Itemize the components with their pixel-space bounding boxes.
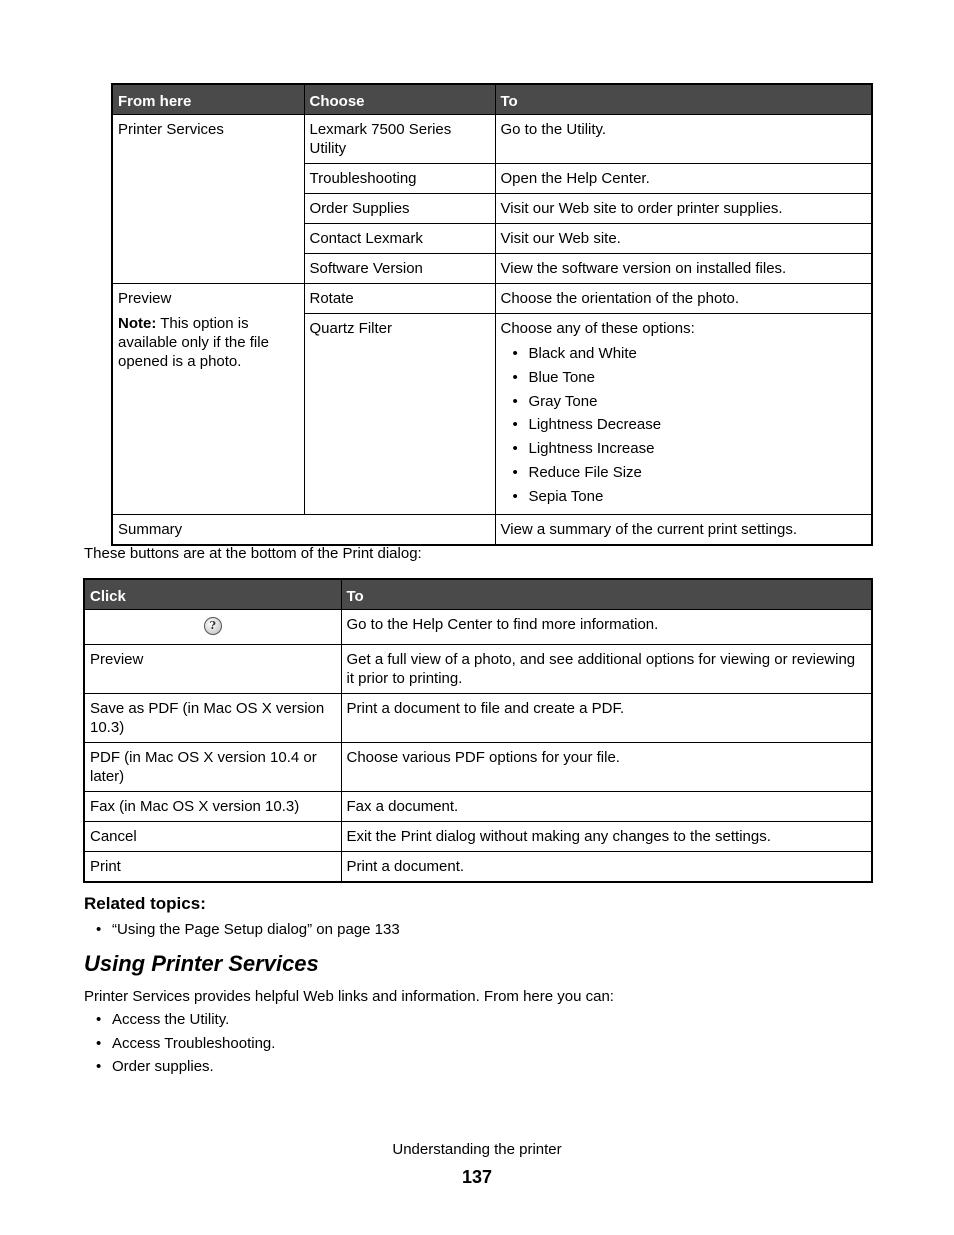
to-cell: Visit our Web site. xyxy=(495,224,872,254)
section-intro: Printer Services provides helpful Web links and information. From here you can: xyxy=(84,988,614,1005)
to-cell: Go to the Help Center to find more information. xyxy=(341,610,872,645)
to-cell: Print a document to file and create a PDF. xyxy=(341,694,872,743)
section-title: Using Printer Services xyxy=(84,951,319,976)
to-cell: Print a document. xyxy=(341,852,872,883)
list-item: • Order supplies. xyxy=(84,1055,275,1079)
list-item: • Lightness Decrease xyxy=(511,413,867,437)
table-row xyxy=(112,284,872,314)
to-cell xyxy=(495,314,872,515)
choose-cell: Rotate xyxy=(304,284,495,314)
note-text: This option is available only if the file opened is a photo. xyxy=(118,315,269,370)
to-cell: Exit the Print dialog without making any changes to the settings. xyxy=(341,822,872,852)
table-row xyxy=(84,743,872,792)
list-item: • Access the Utility. xyxy=(84,1008,275,1032)
to-cell: Open the Help Center. xyxy=(495,164,872,194)
related-topics-heading: Related topics: xyxy=(84,894,206,913)
choose-cell: Software Version xyxy=(304,254,495,284)
header-choose: Choose xyxy=(304,84,495,115)
list-item: • Black and White xyxy=(511,342,867,366)
choose-cell: Order Supplies xyxy=(304,194,495,224)
to-cell: Choose the orientation of the photo. xyxy=(495,284,872,314)
table-header-row xyxy=(112,84,872,115)
to-cell: Visit our Web site to order printer supplies. xyxy=(495,194,872,224)
header-to: To xyxy=(495,84,872,115)
table-row xyxy=(112,115,872,164)
click-cell: PDF (in Mac OS X version 10.4 or later) xyxy=(84,743,341,792)
list-item: • Access Troubleshooting. xyxy=(84,1032,275,1056)
print-dialog-buttons-table xyxy=(83,578,873,883)
to-cell: Get a full view of a photo, and see additional options for viewing or reviewing it prior to printing. xyxy=(341,645,872,694)
list-item: • Sepia Tone xyxy=(511,485,867,509)
list-item: • Reduce File Size xyxy=(511,461,867,485)
click-cell: Preview xyxy=(84,645,341,694)
help-icon: ? xyxy=(204,617,222,635)
table-header-row xyxy=(84,579,872,610)
click-cell: Fax (in Mac OS X version 10.3) xyxy=(84,792,341,822)
table-row xyxy=(84,792,872,822)
choose-cell: Lexmark 7500 Series Utility xyxy=(304,115,495,164)
table-row xyxy=(84,694,872,743)
buttons-intro: These buttons are at the bottom of the Print dialog: xyxy=(84,545,422,562)
table-row xyxy=(84,822,872,852)
list-item: • Gray Tone xyxy=(511,390,867,414)
printer-services-table xyxy=(111,83,873,546)
list-item: • Lightness Increase xyxy=(511,437,867,461)
choose-cell: Quartz Filter xyxy=(304,314,495,515)
to-cell: Choose various PDF options for your file. xyxy=(341,743,872,792)
header-click: Click xyxy=(84,579,341,610)
header-to: To xyxy=(341,579,872,610)
quartz-options-list xyxy=(501,342,867,509)
table-row xyxy=(84,610,872,645)
choose-cell: Troubleshooting xyxy=(304,164,495,194)
to-cell: View the software version on installed files. xyxy=(495,254,872,284)
to-cell: Go to the Utility. xyxy=(495,115,872,164)
preview-note xyxy=(118,314,299,371)
related-topic-link[interactable]: • “Using the Page Setup dialog” on page 133 xyxy=(84,918,400,942)
header-from-here: From here xyxy=(112,84,304,115)
to-cell: View a summary of the current print settings. xyxy=(495,514,872,545)
table-row xyxy=(84,852,872,883)
from-printer-services: Printer Services xyxy=(112,115,304,284)
related-topics-list xyxy=(84,918,400,942)
from-preview xyxy=(112,284,304,515)
click-cell: Print xyxy=(84,852,341,883)
note-label: Note: xyxy=(118,315,157,332)
table-row xyxy=(112,514,872,545)
list-item: • Blue Tone xyxy=(511,366,867,390)
footer-chapter-title: Understanding the printer xyxy=(392,1141,562,1158)
table-row xyxy=(84,645,872,694)
click-cell: Save as PDF (in Mac OS X version 10.3) xyxy=(84,694,341,743)
page-number: 137 xyxy=(461,1167,493,1187)
section-bullet-list xyxy=(84,1008,275,1079)
to-cell: Fax a document. xyxy=(341,792,872,822)
preview-label: Preview xyxy=(118,290,172,307)
click-cell xyxy=(84,610,341,645)
choose-cell: Contact Lexmark xyxy=(304,224,495,254)
quartz-intro: Choose any of these options: xyxy=(500,320,695,337)
click-cell: Cancel xyxy=(84,822,341,852)
from-summary: Summary xyxy=(112,514,495,545)
